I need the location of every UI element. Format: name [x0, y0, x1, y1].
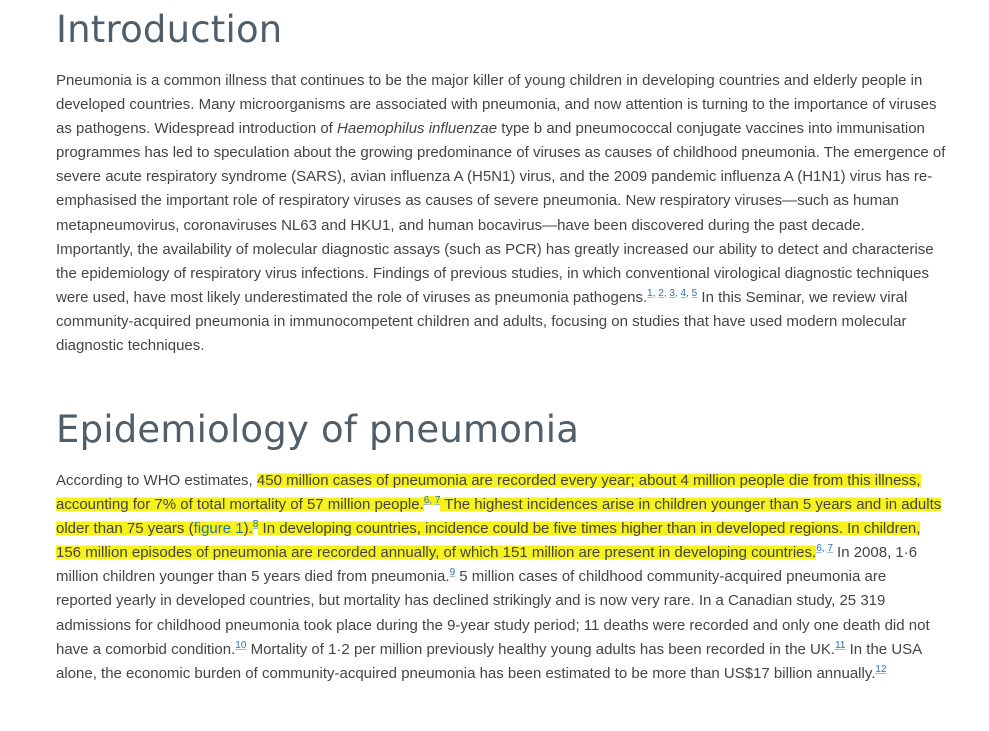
- figure-1-link[interactable]: figure 1: [193, 520, 244, 538]
- epi-text-0: According to WHO estimates,: [56, 472, 257, 489]
- reference-link-4[interactable]: 4: [680, 287, 687, 299]
- reference-link-12[interactable]: 12: [875, 663, 887, 675]
- epi-text-7: Mortality of 1·2 per million previously healthy young adults has been recorded in the UK.: [246, 640, 836, 658]
- reference-link-11[interactable]: 11: [835, 639, 846, 651]
- reference-link-1[interactable]: 1: [647, 287, 653, 299]
- epidemiology-paragraph: [56, 469, 946, 686]
- intro-reference-group: 1, 2, 3, 4, 5: [647, 287, 698, 299]
- intro-text-2: type b and pneumococcal conjugate vaccines into immunisation programmes has led to speculation about the growing predominance of viruses as causes of childhood pneumonia. The emergence of severe acute respiratory syndrome (SARS), avian influenza A (H5N1) virus, and the 2009 pandemic influenza A (H1N1) virus has re-emphasised the important role of respiratory viruses as causes of severe pneumonia. New respiratory viruses—such as human metapneumovirus, coronaviruses NL63 and HKU1, and human bocavirus—have been discovered during the past decade. Importantly, the availability of molecular diagnostic assays (such as PCR) has greatly increased our ability to detect and characterise the epidemiology of respiratory virus infections. Findings of previous studies, in which conventional virological diagnostic techniques were used, have most likely underestimated the role of viruses as pneumonia pathogens.: [56, 120, 946, 306]
- reference-link-6b[interactable]: 6: [816, 543, 822, 555]
- reference-link-10[interactable]: 10: [235, 639, 247, 651]
- epi-reference-group-g: [875, 664, 886, 675]
- reference-link-7b[interactable]: 7: [827, 543, 833, 555]
- epi-text-5: In 2008, 1·6 million children younger than 5 years died from pneumonia.: [56, 544, 918, 586]
- epi-reference-group-c: 6, 7: [816, 543, 833, 555]
- reference-link-9[interactable]: 9: [449, 567, 456, 579]
- intro-italic-term: Haemophilus influenzae: [337, 120, 498, 138]
- epi-reference-group-e: [235, 640, 246, 651]
- epidemiology-heading: Epidemiology of pneumonia: [56, 408, 580, 451]
- intro-text-3: In this Seminar, we review viral community-acquired pneumonia in immunocompetent children and adults, focusing on studies that have used modern molecular diagnostic techniques.: [56, 288, 908, 355]
- reference-link-3[interactable]: 3: [669, 287, 675, 299]
- introduction-paragraph: [56, 69, 946, 358]
- epi-text-6: 5 million cases of childhood community-acquired pneumonia are reported yearly in developed countries, but mortality has declined strikingly and is now very rare. In a Canadian study, 25 319 admissions for childhood pneumonia took place during the 9-year study period; 11 deaths were recorded and only one death did not have a comorbid condition.: [56, 568, 930, 658]
- reference-link-2[interactable]: 2: [658, 287, 664, 299]
- introduction-heading: Introduction: [56, 8, 283, 51]
- intro-text-1: Pneumonia is a common illness that continues to be the major killer of young children in developing countries and elderly people in developed countries. Many microorganisms are associated with pneumonia, and now attention is turning to the importance of viruses as pathogens. Widespread introduction of: [56, 72, 937, 138]
- epi-text-8: In the USA alone, the economic burden of community-acquired pneumonia has been estimated to be more than US$17 billion annually.: [56, 640, 922, 682]
- highlighted-text-4: In developing countries, incidence could be five times higher than in developed regions. In children, 156 million episodes of pneumonia are recorded annually, of which 151 million are present in developing countries.: [56, 520, 921, 562]
- reference-link-5[interactable]: 5: [691, 287, 698, 299]
- highlighted-text-2: The highest incidences arise in children younger than 5 years and in adults older than 75 years (: [56, 496, 942, 538]
- reference-link-7[interactable]: 7: [434, 495, 441, 507]
- epi-reference-group-f: [835, 640, 845, 651]
- reference-link-6[interactable]: 6: [423, 495, 430, 507]
- epi-reference-group-a: 6, 7: [423, 495, 441, 507]
- reference-link-8[interactable]: 8: [252, 519, 259, 531]
- highlighted-text-1: 450 million cases of pneumonia are recorded every year; about 4 million people die from this illness, accounting for 7% of total mortality of 57 million people.: [56, 472, 921, 514]
- highlighted-text-3: ).: [243, 520, 253, 538]
